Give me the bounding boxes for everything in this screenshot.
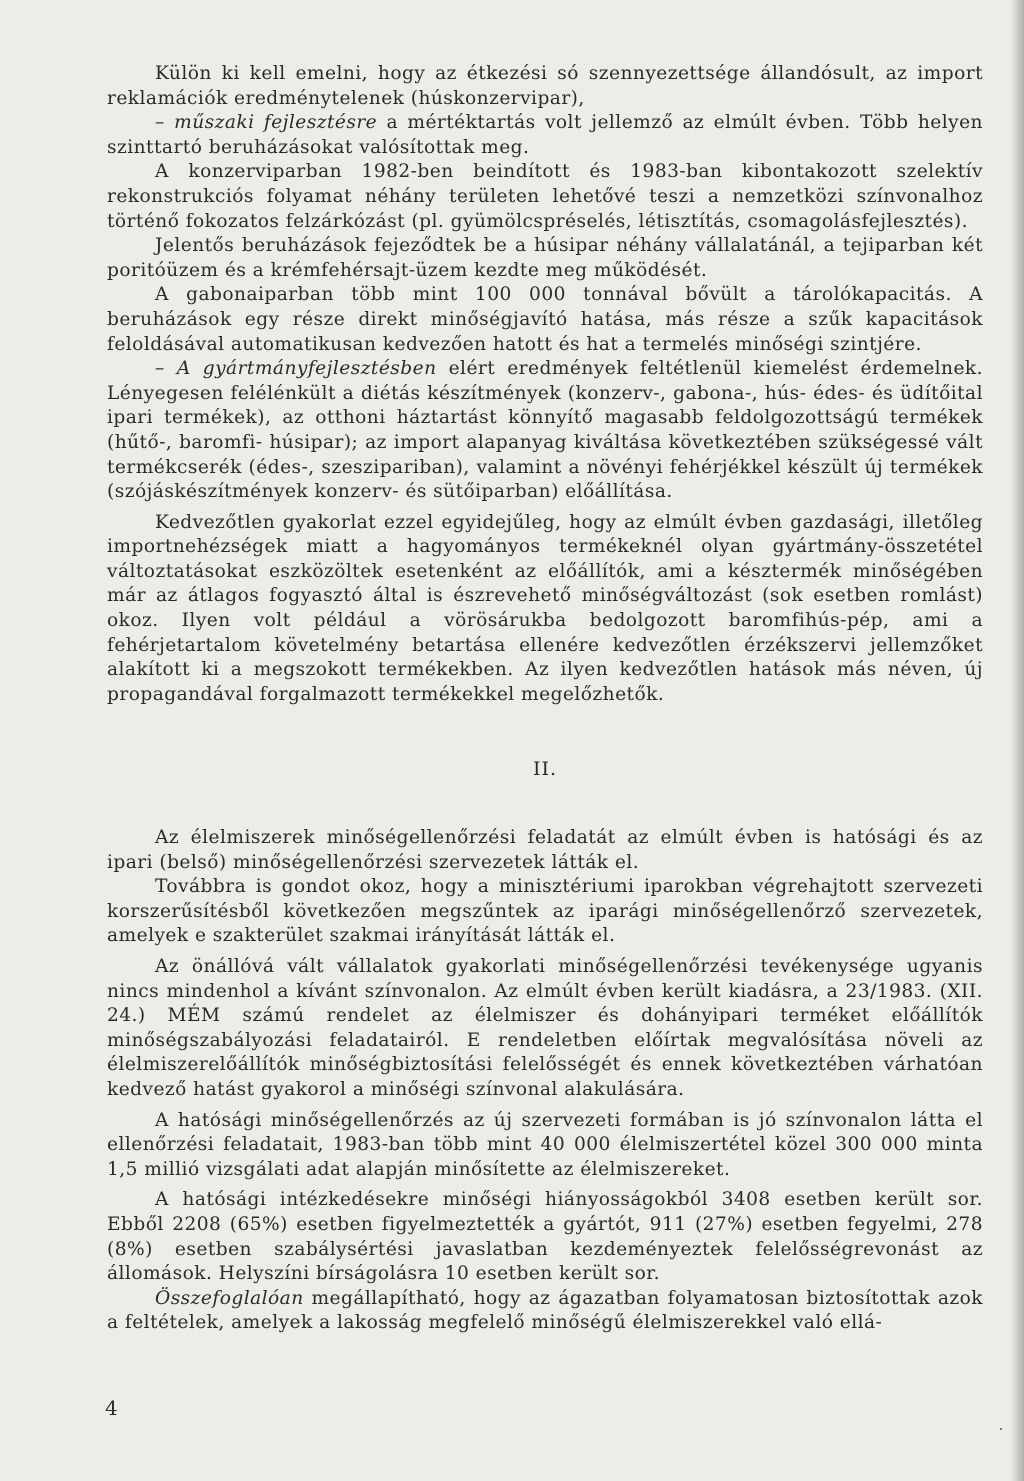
paragraph: Az önállóvá vált vállalatok gyakorlati minőségellenőrzési tevékenysége ugyanis nincs mindenhol a kívánt színvonalon. Az elmúlt évben került kiadásra, a 23/1983. (XII. 24.) MÉM számú rendelet az élelmiszer és dohányipari terméket előállítók minőségszabályozási feladatairól. E rendeletben előírtak megvalósítása növeli az élelmiszerelőállítók minőségbiztosítási felelősségét és ennek következtében várhatóan kedvező hatást gyakorol a minőségi színvonal alakulására. — [107, 956, 983, 1100]
page-edge-shadow — [1010, 0, 1024, 1481]
emphasis: műszaki fejlesztésre — [174, 112, 378, 134]
paragraph: – A gyártmányfejlesztésben elért eredmények feltétlenül kiemelést érdemelnek. Lényegesen felélénkült a diétás készítmények (konzerv-, gabona-, hús- édes- és üdítőital ipari termékek), az otthoni háztartást könnyítő magasabb feldolgozottságú termékek (hűtő-, baromfi- húsipar); az import alapanyag kiváltása következtében szükségessé vált termékcserék (édes-, szeszipariban), valamint a növényi fehérjékkel készült új termékek (szójáskészítmények konzerv- és sütőiparban) előállítása. — [107, 358, 984, 503]
paragraph: A hatósági minőségellenőrzés az új szervezeti formában is jó színvonalon látta el ellenőrzési feladatait, 1983-ban több mint 40 000 élelmiszertétel közel 300 000 minta 1,5 millió vizsgálati adat alapján minősítette az élelmiszereket. — [107, 1109, 983, 1180]
paragraph: Kedvezőtlen gyakorlat ezzel egyidejűleg, hogy az elmúlt évben gazdasági, illetőleg importnehézségek miatt a hagyományos termékeknél olyan gyártmány-összetétel változtatásokat eszközöltek esetenként az előállítók, ami a késztermék minőségében már az átlagos fogyasztó által is észrevehető minőségváltozást (sok esetben romlást) okoz. Ilyen volt például a vörösárukba bedolgozott baromfihús-pép, ami a fehérjetartalom követelmény betartása ellenére kedvezőtlen érzékszervi jellemzőket alakított ki a megszokott termékekben. Az ilyen kedvezőtlen hatások más néven, új propagandával forgalmazott termékekkel megelőzhetők. — [107, 511, 983, 705]
emphasis: Összefoglalóan — [155, 1287, 304, 1309]
paragraph: A konzerviparban 1982-ben beindított és 1983-ban kibontakozott szelektív rekonstrukciós folyamat néhány területen lehetővé teszi a nemzetközi színvonalhoz történő fokozatos felzárkózást (pl. gyümölcspréselés, létisztítás, csomagolásfejlesztés). — [107, 161, 983, 232]
section-heading: II. — [532, 758, 558, 781]
paragraph: Külön ki kell emelni, hogy az étkezési só szennyezettsége állandósult, az import reklamációk eredménytelenek (húskonzervipar), — [107, 63, 983, 109]
paragraph: Jelentős beruházások fejeződtek be a húsipar néhány vállalatánál, a tejiparban két poritóüzem és a krémfehérsajt-üzem kezdte meg működését. — [107, 235, 983, 281]
paragraph: – műszaki fejlesztésre a mértéktartás volt jellemző az elmúlt évben. Több helyen szinttartó beruházásokat valósítottak meg. — [107, 112, 983, 158]
paragraph: Összefoglalóan megállapítható, hogy az ágazatban folyamatosan biztosítottak azok a feltételek, amelyek a lakosság megfelelő minőségű élelmiszerekkel való ellá- — [107, 1287, 983, 1334]
scan-speck — [1000, 1428, 1002, 1430]
paragraph: Az élelmiszerek minőségellenőrzési feladatát az elmúlt évben is hatósági és az ipari (belső) minőségellenőrzési szervezetek látták el. — [107, 827, 983, 873]
emphasis: A gyártmányfejlesztésben — [176, 358, 437, 380]
paragraph: A gabonaiparban több mint 100 000 tonnával bővült a tárolókapacitás. A beruházások egy része direkt minőségjavító hatása, más része a szűk kapacitások feloldásával automatikusan kedvezően hatott és hat a termelés minőségi szintjére. — [107, 284, 983, 355]
page-number: 4 — [105, 1396, 118, 1420]
paragraph: Továbbra is gondot okoz, hogy a minisztériumi iparokban végrehajtott szervezeti korszerűsítésből következően megszűntek az iparági minőségellenőrző szervezetek, amelyek e szakterület szakmai irányítását látták el. — [107, 876, 983, 947]
body-text — [107, 62, 983, 1336]
paragraph: A hatósági intézkedésekre minőségi hiányosságokból 3408 esetben került sor. Ebből 2208 (65%) esetben figyelmeztették a gyártót, 911 (27%) esetben fegyelmi, 278 (8%) esetben szabálysértési javaslatban kezdeményeztek felelősségrevonást az állomások. Helyszíni bírságolásra 10 esetben került sor. — [107, 1189, 983, 1285]
